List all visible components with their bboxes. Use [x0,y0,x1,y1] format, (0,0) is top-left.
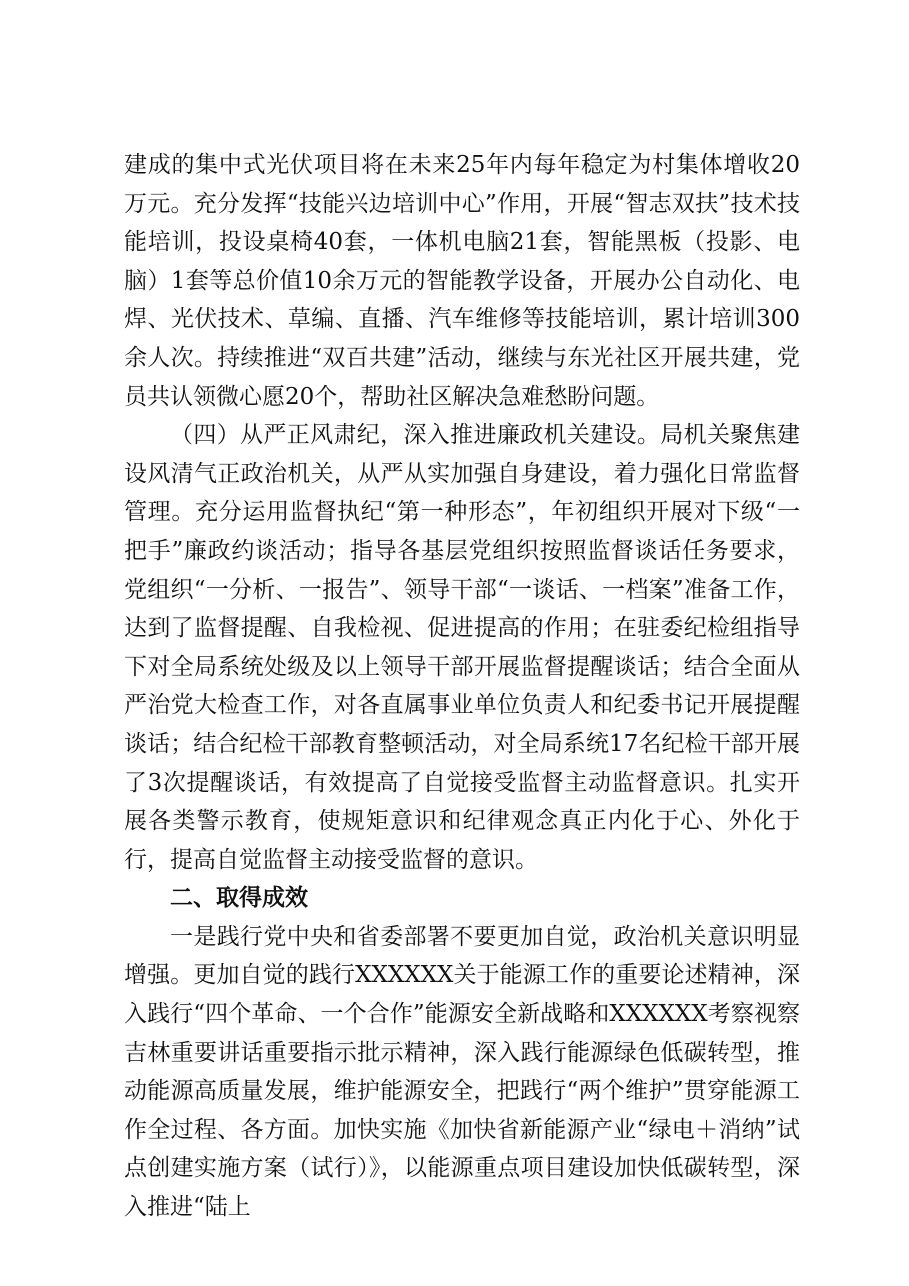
paragraph-section-four: （四）从严正风肃纪，深入推进廉政机关建设。局机关聚焦建设风清气正政治机关，从严从实加强自身建设，着力强化日常监督管理。充分运用监督执纪“第一种形态”，年初组织开展对下级“一把手”廉政约谈活动；指导各基层党组织按照监督谈话任务要求，党组织“一分析、一报告”、领导干部“一谈话、一档案”准备工作，达到了监督提醒、自我检视、促进提高的作用；在驻委纪检组指导下对全局系统处级及以上领导干部开展监督提醒谈话；结合全面从严治党大检查工作，对各直属事业单位负责人和纪委书记开展提醒谈话；结合纪检干部教育整顿活动，对全局系统17名纪检干部开展了3次提醒谈话，有效提高了自觉接受监督主动监督意识。扎实开展各类警示教育，使规矩意识和纪律观念真正内化于心、外化于行，提高自觉监督主动接受监督的意识。 [124,422,800,873]
paragraph-achievement-one: 一是践行党中央和省委部署不要更加自觉，政治机关意识明显增强。更加自觉的践行XXXXXX关于能源工作的重要论述精神，深入践行“四个革命、一个合作”能源安全新战略和XXXXXX考察视察吉林重要讲话重要指示批示精神，深入践行能源绿色低碳转型，推动能源高质量发展，维护能源安全，把践行“两个维护”贯穿能源工作全过程、各方面。加快实施《加快省新能源产业“绿电＋消纳”试点创建实施方案（试行）》，以能源重点项目建设加快低碳转型，深入推进“陆上 [124,923,800,1221]
section-heading-achievements: 二、取得成效 [170,885,308,912]
document-body [124,146,800,1227]
paragraph-continuation: 建成的集中式光伏项目将在未来25年内每年稳定为村集体增收20万元。充分发挥“技能兴边培训中心”作用，开展“智志双扶”技术技能培训，投设桌椅40套，一体机电脑21套，智能黑板（投影、电脑）1套等总价值10余万元的智能教学设备，开展办公自动化、电焊、光伏技术、草编、直播、汽车维修等技能培训，累计培训300余人次。持续推进“双百共建”活动，继续与东光社区开展共建，党员共认领微心愿20个，帮助社区解决急难愁盼问题。 [124,152,800,410]
